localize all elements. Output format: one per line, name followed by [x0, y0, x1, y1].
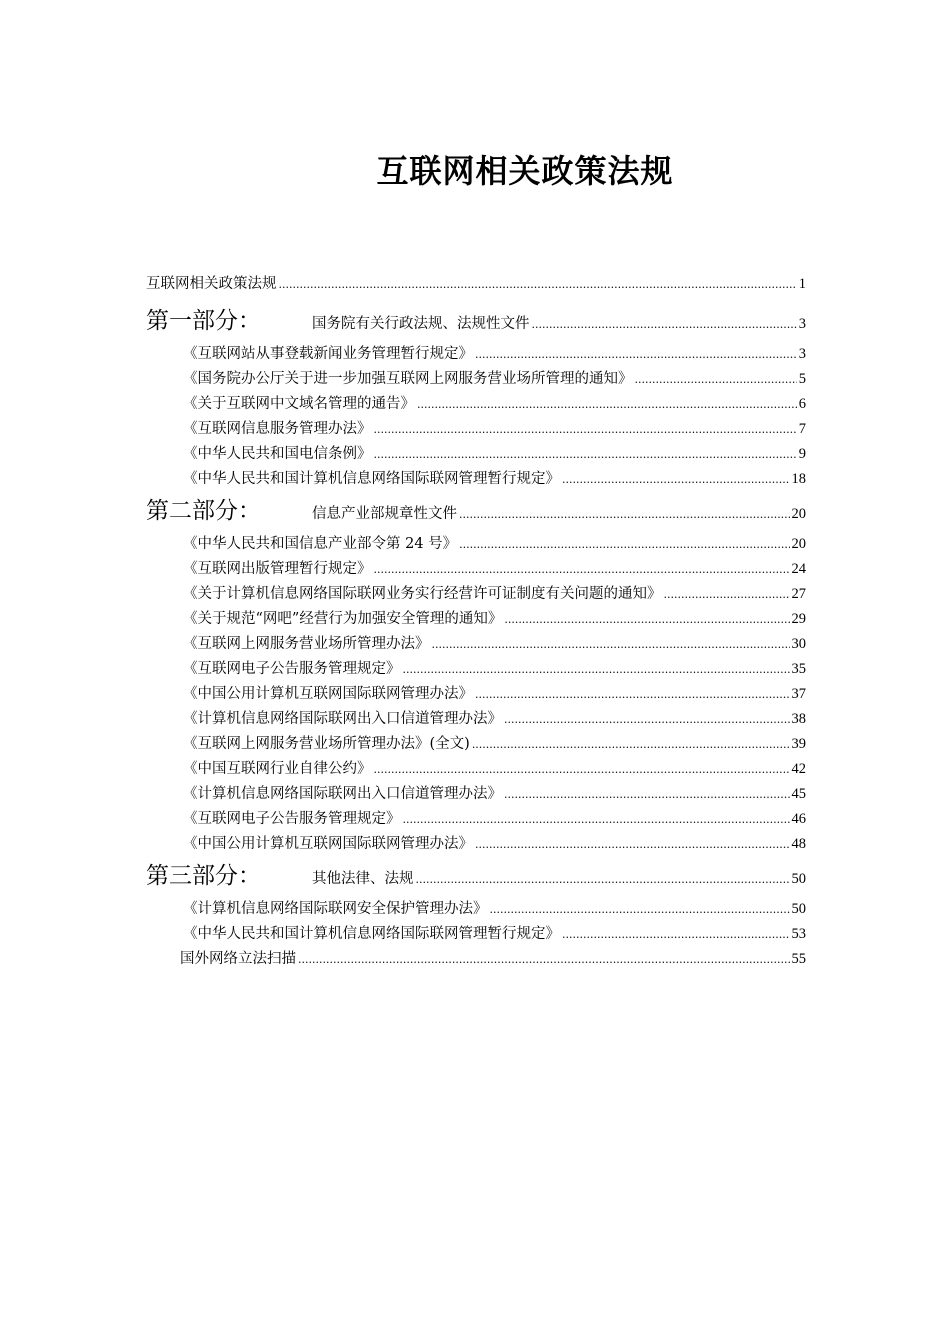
toc-entry-text: 《中国公用计算机互联网国际联网管理办法》: [183, 686, 473, 702]
dot-leader: [403, 663, 790, 676]
toc-page-number: 50: [791, 901, 806, 917]
toc-page-number: 46: [791, 811, 806, 827]
toc-page-number: 35: [791, 661, 806, 677]
toc-page-number: 7: [798, 421, 806, 437]
toc-page-number: 37: [791, 686, 806, 702]
toc-page-number: 5: [798, 371, 806, 387]
toc-entry-text: 《关于互联网中文域名管理的通告》: [183, 396, 415, 412]
dot-leader: [562, 473, 790, 486]
toc-entry-text: 《中华人民共和国计算机信息网络国际联网管理暂行规定》: [183, 471, 560, 487]
toc-entry[interactable]: [146, 582, 806, 607]
toc-entry-text: 《中国公用计算机互联网国际联网管理办法》: [183, 836, 473, 852]
toc-entry[interactable]: [146, 632, 806, 657]
table-of-contents: [146, 272, 806, 972]
dot-leader: [475, 838, 790, 851]
toc-entry-text: 《互联网站从事登载新闻业务管理暂行规定》: [183, 346, 473, 362]
dot-leader: [374, 563, 790, 576]
dot-leader: [298, 953, 790, 966]
toc-entry-text: 《计算机信息网络国际联网出入口信道管理办法》: [183, 711, 502, 727]
dot-leader: [417, 398, 797, 411]
toc-page-number: 18: [791, 471, 806, 487]
toc-page-number: 42: [791, 761, 806, 777]
toc-entry[interactable]: [146, 832, 806, 857]
dot-leader: [532, 318, 797, 331]
toc-part-2[interactable]: [146, 492, 806, 532]
dot-leader: [504, 713, 790, 726]
toc-page-number: 55: [791, 951, 806, 967]
dot-leader: [504, 788, 790, 801]
toc-part-1[interactable]: [146, 302, 806, 342]
toc-entry-text: 《关于计算机信息网络国际联网业务实行经营许可证制度有关问题的通知》: [183, 586, 662, 602]
toc-entry[interactable]: [146, 657, 806, 682]
toc-entry-text: 《互联网上网服务营业场所管理办法》: [183, 636, 430, 652]
toc-page-number: 3: [798, 346, 806, 362]
toc-entry-text: 《关于规范“网吧”经营行为加强安全管理的通知》: [183, 611, 503, 627]
toc-entry[interactable]: [146, 342, 806, 367]
toc-entry-text: 《互联网电子公告服务管理规定》: [183, 811, 401, 827]
dot-leader: [416, 873, 790, 886]
part-label: 第二部分：: [146, 498, 261, 524]
toc-entry[interactable]: [146, 757, 806, 782]
dot-leader: [374, 423, 797, 436]
toc-entry[interactable]: [146, 947, 806, 972]
toc-part-3[interactable]: [146, 857, 806, 897]
toc-entry[interactable]: [146, 442, 806, 467]
toc-page-number: 24: [791, 561, 806, 577]
toc-entry[interactable]: [146, 782, 806, 807]
toc-page-number: 53: [791, 926, 806, 942]
toc-entry-text: 《互联网电子公告服务管理规定》: [183, 661, 401, 677]
toc-entry[interactable]: [146, 897, 806, 922]
dot-leader: [459, 508, 790, 521]
dot-leader: [279, 278, 797, 291]
toc-page-number: 3: [798, 316, 806, 332]
dot-leader: [635, 373, 797, 386]
dot-leader: [432, 638, 790, 651]
toc-page-number: 50: [791, 871, 806, 887]
toc-page-number: 48: [791, 836, 806, 852]
toc-entry-text: 《中华人民共和国计算机信息网络国际联网管理暂行规定》: [183, 926, 560, 942]
dot-leader: [504, 613, 789, 626]
toc-entry[interactable]: [146, 682, 806, 707]
dot-leader: [475, 688, 790, 701]
toc-entry-text: 《计算机信息网络国际联网安全保护管理办法》: [183, 901, 488, 917]
toc-entry-top[interactable]: [146, 272, 806, 302]
dot-leader: [562, 928, 790, 941]
toc-page-number: 38: [791, 711, 806, 727]
dot-leader: [459, 538, 789, 551]
dot-leader: [475, 348, 797, 361]
toc-entry-text: 国外网络立法扫描: [180, 951, 296, 967]
dot-leader: [472, 738, 790, 751]
toc-entry-text: 《国务院办公厅关于进一步加强互联网上网服务营业场所管理的通知》: [183, 371, 633, 387]
toc-page-number: 20: [791, 536, 806, 552]
dot-leader: [490, 903, 790, 916]
toc-page-number: 1: [798, 276, 806, 292]
toc-entry-text: 《互联网信息服务管理办法》: [183, 421, 372, 437]
toc-page-number: 29: [791, 611, 806, 627]
toc-page-number: 45: [791, 786, 806, 802]
toc-entry-text: 《互联网上网服务营业场所管理办法》(全文): [183, 736, 470, 752]
toc-entry[interactable]: [146, 367, 806, 392]
part-title: 信息产业部规章性文件: [312, 506, 457, 522]
toc-page-number: 39: [791, 736, 806, 752]
dot-leader: [664, 588, 790, 601]
part-title: 国务院有关行政法规、法规性文件: [312, 316, 530, 332]
toc-entry-text: 《互联网出版管理暂行规定》: [183, 561, 372, 577]
toc-entry[interactable]: [146, 532, 806, 557]
toc-entry[interactable]: [146, 732, 806, 757]
toc-entry[interactable]: [146, 707, 806, 732]
toc-entry[interactable]: [146, 607, 806, 632]
toc-entry-text: 《中华人民共和国电信条例》: [183, 446, 372, 462]
toc-entry[interactable]: [146, 392, 806, 417]
dot-leader: [374, 763, 790, 776]
document-title: 互联网相关政策法规: [376, 152, 674, 190]
part-title: 其他法律、法规: [312, 871, 414, 887]
toc-entry-text: 《计算机信息网络国际联网出入口信道管理办法》: [183, 786, 502, 802]
toc-page-number: 27: [791, 586, 806, 602]
part-label: 第一部分：: [146, 308, 261, 334]
toc-entry-text: 《中国互联网行业自律公约》: [183, 761, 372, 777]
toc-entry[interactable]: [146, 557, 806, 582]
dot-leader: [403, 813, 790, 826]
toc-entry-text: 《中华人民共和国信息产业部令第 24 号》: [183, 536, 458, 552]
toc-page-number: 9: [798, 446, 806, 462]
toc-entry[interactable]: [146, 807, 806, 832]
toc-entry[interactable]: [146, 417, 806, 442]
toc-entry[interactable]: [146, 467, 806, 492]
toc-entry-text: 互联网相关政策法规: [146, 276, 277, 292]
part-label: 第三部分：: [146, 863, 261, 889]
toc-entry[interactable]: [146, 922, 806, 947]
dot-leader: [374, 448, 797, 461]
toc-page-number: 30: [791, 636, 806, 652]
toc-page-number: 6: [798, 396, 806, 412]
toc-page-number: 20: [791, 506, 806, 522]
